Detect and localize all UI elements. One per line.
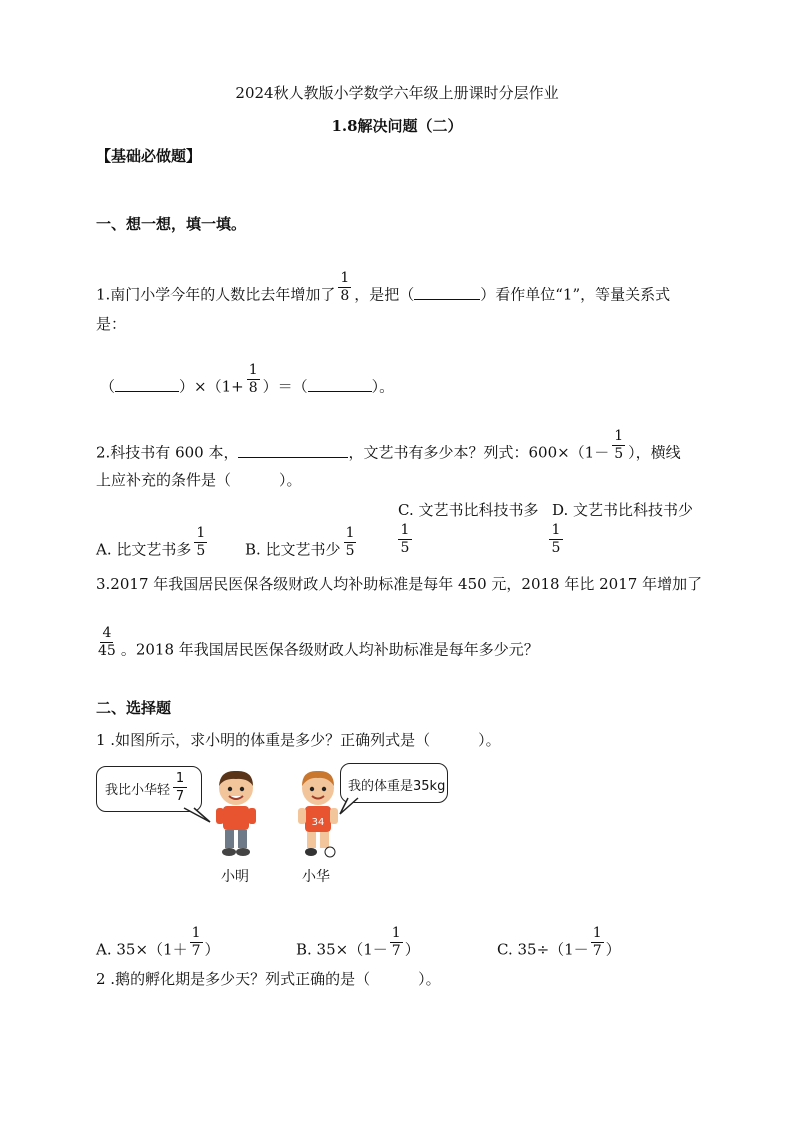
question-1-1-equation: （ ）×（1+ $\frac{1}{8}$ ）＝（ ）。: [100, 362, 395, 396]
choice-c[interactable]: C. 35÷（1－ $\frac{1}{7}$ ）: [497, 925, 621, 959]
option-c[interactable]: C. 文艺书比科技书多: [398, 501, 539, 519]
choice-a[interactable]: A. 35×（1＋ $\frac{1}{7}$ ）: [96, 925, 220, 959]
fraction: $\frac{1}{8}$: [340, 270, 350, 304]
name-xiaoming: 小明: [221, 869, 249, 885]
fraction: $\frac{4}{45}$: [98, 625, 116, 659]
answer-blank[interactable]: [414, 285, 480, 300]
fraction: 1 7: [173, 770, 187, 805]
question-2-1: 1 .如图所示，求小明的体重是多少？正确列式是（ ）。: [96, 731, 501, 749]
section-label: 【基础必做题】: [96, 147, 202, 165]
jersey-number: 34: [311, 817, 325, 828]
question-1-1: 1.南门小学今年的人数比去年增加了 $\frac{1}{8}$ ，是把（ ）看作单位“1”，等量关系式: [96, 270, 671, 304]
option-c-fraction: 1 5: [398, 522, 412, 557]
xiaoming-boy-icon: [206, 770, 266, 862]
option-b[interactable]: B. 比文艺书少 $\frac{1}{5}$: [245, 525, 355, 559]
option-d[interactable]: D. 文艺书比科技书少: [552, 501, 694, 519]
question-1-3: 3.2017 年我国居民医保各级财政人均补助标准是每年 450 元，2018 年比 2017 年增加了: [96, 575, 703, 593]
question-1-3-cont: $\frac{4}{45}$ 。2018 年我国居民医保各级财政人均补助标准是每年多少元？: [98, 625, 539, 659]
fraction: $\frac{1}{8}$: [248, 362, 258, 396]
speech-bubble-xiaohua: 我的体重是35kg: [340, 763, 448, 803]
question-1-2-cont: 上应补充的条件是（ ）。: [96, 471, 302, 489]
speech-bubble-xiaoming: 我比小华轻 1 7: [96, 766, 202, 812]
option-a[interactable]: A. 比文艺书多 $\frac{1}{5}$: [96, 525, 206, 559]
xiaohua-boy-icon: [288, 770, 348, 862]
part2-heading: 二、选择题: [96, 699, 172, 717]
option-d-fraction: 1 5: [549, 522, 563, 557]
document-title: 2024秋人教版小学数学六年级上册课时分层作业: [235, 84, 559, 102]
fraction: $\frac{1}{5}$: [614, 428, 624, 462]
answer-blank[interactable]: [308, 377, 372, 392]
answer-blank[interactable]: [115, 377, 179, 392]
choice-b[interactable]: B. 35×（1－ $\frac{1}{7}$ ）: [296, 925, 420, 959]
fraction: $\frac{1}{7}$: [191, 925, 201, 959]
fraction: $\frac{1}{7}$: [592, 925, 602, 959]
condition-blank[interactable]: [238, 443, 348, 458]
lesson-title: 1.8解决问题（二）: [331, 117, 463, 135]
fraction: $\frac{1}{7}$: [391, 925, 401, 959]
question-1-2: 2.科技书有 600 本， ，文艺书有多少本？列式：600×（1－ $\frac{1}{5}$ ），横线: [96, 428, 681, 462]
question-2-2: 2 .鹅的孵化期是多少天？列式正确的是（ ）。: [96, 970, 441, 988]
fraction: $\frac{1}{5}$: [345, 525, 355, 559]
fraction: $\frac{1}{5}$: [196, 525, 206, 559]
name-xiaohua: 小华: [302, 869, 330, 885]
part1-heading: 一、想一想，填一填。: [96, 215, 247, 233]
question-1-1-cont: 是：: [96, 315, 127, 333]
